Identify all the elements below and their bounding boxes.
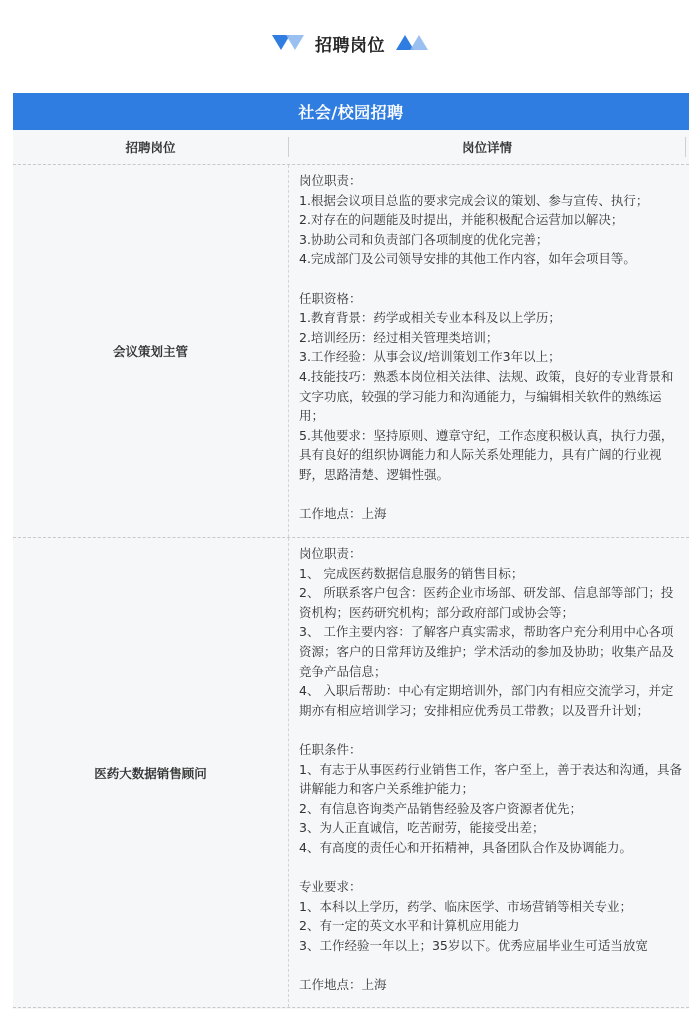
detail-line: 1、有志于从事医药行业销售工作，客户至上，善于表达和沟通，具备 xyxy=(299,761,682,777)
detail-line: 岗位职责： xyxy=(299,173,362,188)
detail-line: 1.根据会议项目总监的要求完成会议的策划、参与宣传、执行； xyxy=(299,192,649,208)
triangle-left-icon xyxy=(272,35,306,51)
detail-line: 资源；客户的日常拜访及维护；学术活动的参加及协助；收集产品及 xyxy=(299,643,675,659)
position-name: 医药大数据销售顾问 xyxy=(13,538,289,1007)
detail-line: 1、 完成医药数据信息服务的销售目标； xyxy=(299,565,524,581)
table-row xyxy=(13,538,689,1008)
detail-line: 工作地点：上海 xyxy=(299,977,387,993)
detail-line: 3、工作经验一年以上；35岁以下。优秀应届毕业生可适当放宽 xyxy=(299,937,648,953)
blank-line xyxy=(299,485,685,505)
detail-line: 4、 入职后帮助：中心有定期培训外，部门内有相应交流学习，并定 xyxy=(299,683,674,699)
detail-line: 讲解能力和客户关系维护能力； xyxy=(299,781,475,797)
blank-line xyxy=(299,858,685,878)
recruitment-table xyxy=(13,93,689,1009)
detail-line: 文字功底，较强的学习能力和沟通能力，与编辑相关软件的熟练运 xyxy=(299,388,662,404)
position-name: 会议策划主管 xyxy=(13,165,289,537)
position-details xyxy=(289,165,689,537)
detail-line: 资机构；医药研究机构；部分政府部门或协会等； xyxy=(299,604,575,620)
detail-line: 3、 工作主要内容：了解客户真实需求，帮助客户充分利用中心各项 xyxy=(299,624,674,640)
detail-line: 1.教育背景：药学或相关专业本科及以上学历； xyxy=(299,310,561,326)
header-details: 岗位详情 xyxy=(461,140,512,155)
detail-line: 2、 所联系客户包含：医药企业市场部、研发部、信息部等部门；投 xyxy=(299,585,674,601)
detail-line: 1、本科以上学历，药学、临床医学、市场营销等相关专业； xyxy=(299,898,632,914)
table-header-row xyxy=(13,130,689,165)
detail-line: 4.技能技巧：熟悉本岗位相关法律、法规、政策，良好的专业背景和 xyxy=(299,368,674,384)
table-body xyxy=(13,165,689,1008)
detail-line: 2、有一定的英文水平和计算机应用能力 xyxy=(299,918,520,934)
detail-line: 4、有高度的责任心和开拓精神，具备团队合作及协调能力。 xyxy=(299,839,632,855)
position-details xyxy=(289,538,689,1007)
page-title: 招聘岗位 xyxy=(315,35,385,56)
detail-line: 具有良好的组织协调能力和人际关系处理能力，具有广阔的行业视 xyxy=(299,447,662,463)
blank-line xyxy=(299,720,685,740)
detail-line: 4.完成部门及公司领导安排的其他工作内容，如年会项目等。 xyxy=(299,251,636,267)
table-banner xyxy=(13,93,689,130)
detail-line: 专业要求： xyxy=(299,879,362,895)
detail-line: 岗位职责： xyxy=(299,546,362,561)
detail-line: 2、有信息咨询类产品销售经验及客户资源者优先； xyxy=(299,800,582,816)
detail-line: 工作地点：上海 xyxy=(299,506,387,522)
page-heading xyxy=(0,30,700,56)
banner-title: 社会/校园招聘 xyxy=(298,103,404,122)
blank-line xyxy=(299,955,685,975)
detail-line: 2.培训经历：经过相关管理类培训； xyxy=(299,329,499,345)
detail-line: 3.工作经验：从事会议/培训策划工作3年以上； xyxy=(299,349,561,365)
detail-line: 用； xyxy=(299,408,325,424)
header-position: 招聘岗位 xyxy=(125,140,176,155)
detail-line: 3、为人正直诚信，吃苦耐劳，能接受出差； xyxy=(299,820,545,836)
detail-line: 任职条件： xyxy=(299,741,362,757)
detail-line: 期亦有相应培训学习；安排相应优秀员工带教；以及晋升计划； xyxy=(299,702,650,718)
detail-line: 任职资格： xyxy=(299,290,362,306)
triangle-right-icon xyxy=(394,35,428,51)
detail-line: 2.对存在的问题能及时提出，并能积极配合运营加以解决； xyxy=(299,212,624,228)
blank-line xyxy=(299,269,685,289)
detail-line: 3.协助公司和负责部门各项制度的优化完善； xyxy=(299,231,549,247)
table-row xyxy=(13,165,689,538)
detail-line: 野，思路清楚、逻辑性强。 xyxy=(299,466,450,482)
detail-line: 5.其他要求：坚持原则、遵章守纪，工作态度积极认真，执行力强， xyxy=(299,427,674,443)
header-divider-end xyxy=(685,137,686,157)
detail-line: 竞争产品信息； xyxy=(299,663,387,679)
